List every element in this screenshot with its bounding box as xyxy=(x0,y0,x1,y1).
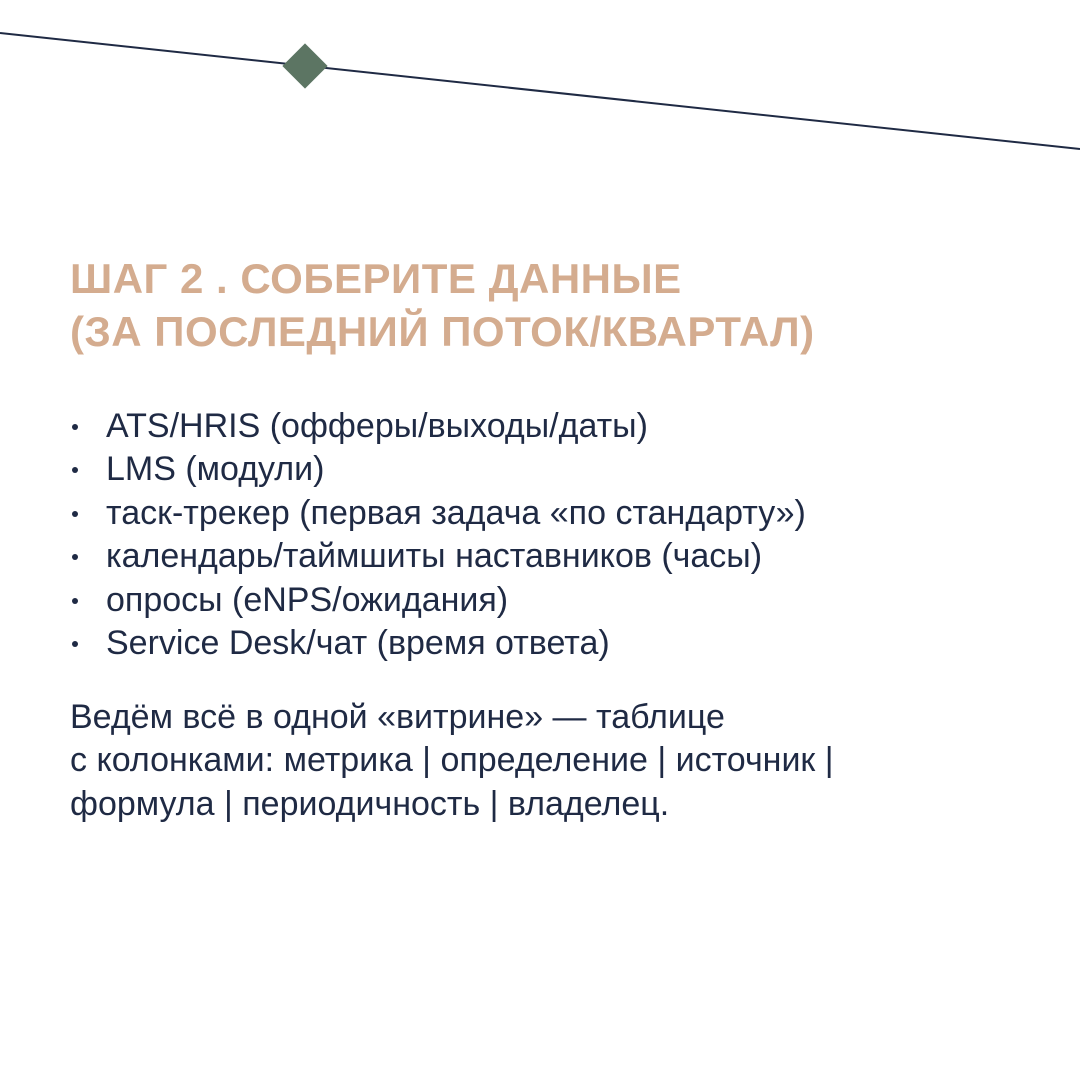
page-title xyxy=(70,252,815,358)
bullet-icon xyxy=(72,641,78,647)
list-item xyxy=(70,535,806,578)
bullet-icon xyxy=(72,554,78,560)
top-decoration xyxy=(0,0,1080,200)
diagonal-line xyxy=(0,33,1080,149)
data-source-list xyxy=(70,405,806,665)
title-line-2: (ЗА ПОСЛЕДНИЙ ПОТОК/КВАРТАЛ) xyxy=(70,308,815,355)
title-line-1: ШАГ 2 . СОБЕРИТЕ ДАННЫЕ xyxy=(70,255,682,302)
list-item-text: LMS (модули) xyxy=(106,450,325,489)
list-item xyxy=(70,448,806,491)
bullet-icon xyxy=(72,467,78,473)
list-item xyxy=(70,492,806,535)
list-item-text: таск-трекер (первая задача «по стандарту») xyxy=(106,493,806,532)
bullet-icon xyxy=(72,598,78,604)
list-item-text: Service Desk/чат (время ответа) xyxy=(106,624,610,663)
summary-paragraph xyxy=(70,696,834,826)
list-item xyxy=(70,405,806,448)
list-item-text: ATS/HRIS (офферы/выходы/даты) xyxy=(106,407,648,445)
summary-line-1: Ведём всё в одной «витрине» — таблице xyxy=(70,698,725,736)
list-item xyxy=(70,622,806,665)
summary-line-3: формула | периодичность | владелец. xyxy=(70,784,670,823)
diamond-icon xyxy=(282,43,327,88)
list-item xyxy=(70,579,806,622)
list-item-text: опросы (eNPS/ожидания) xyxy=(106,580,509,619)
bullet-icon xyxy=(72,424,78,430)
bullet-icon xyxy=(72,511,78,517)
summary-line-2: с колонками: метрика | определение | источник | xyxy=(70,741,834,780)
list-item-text: календарь/таймшиты наставников (часы) xyxy=(106,537,763,576)
